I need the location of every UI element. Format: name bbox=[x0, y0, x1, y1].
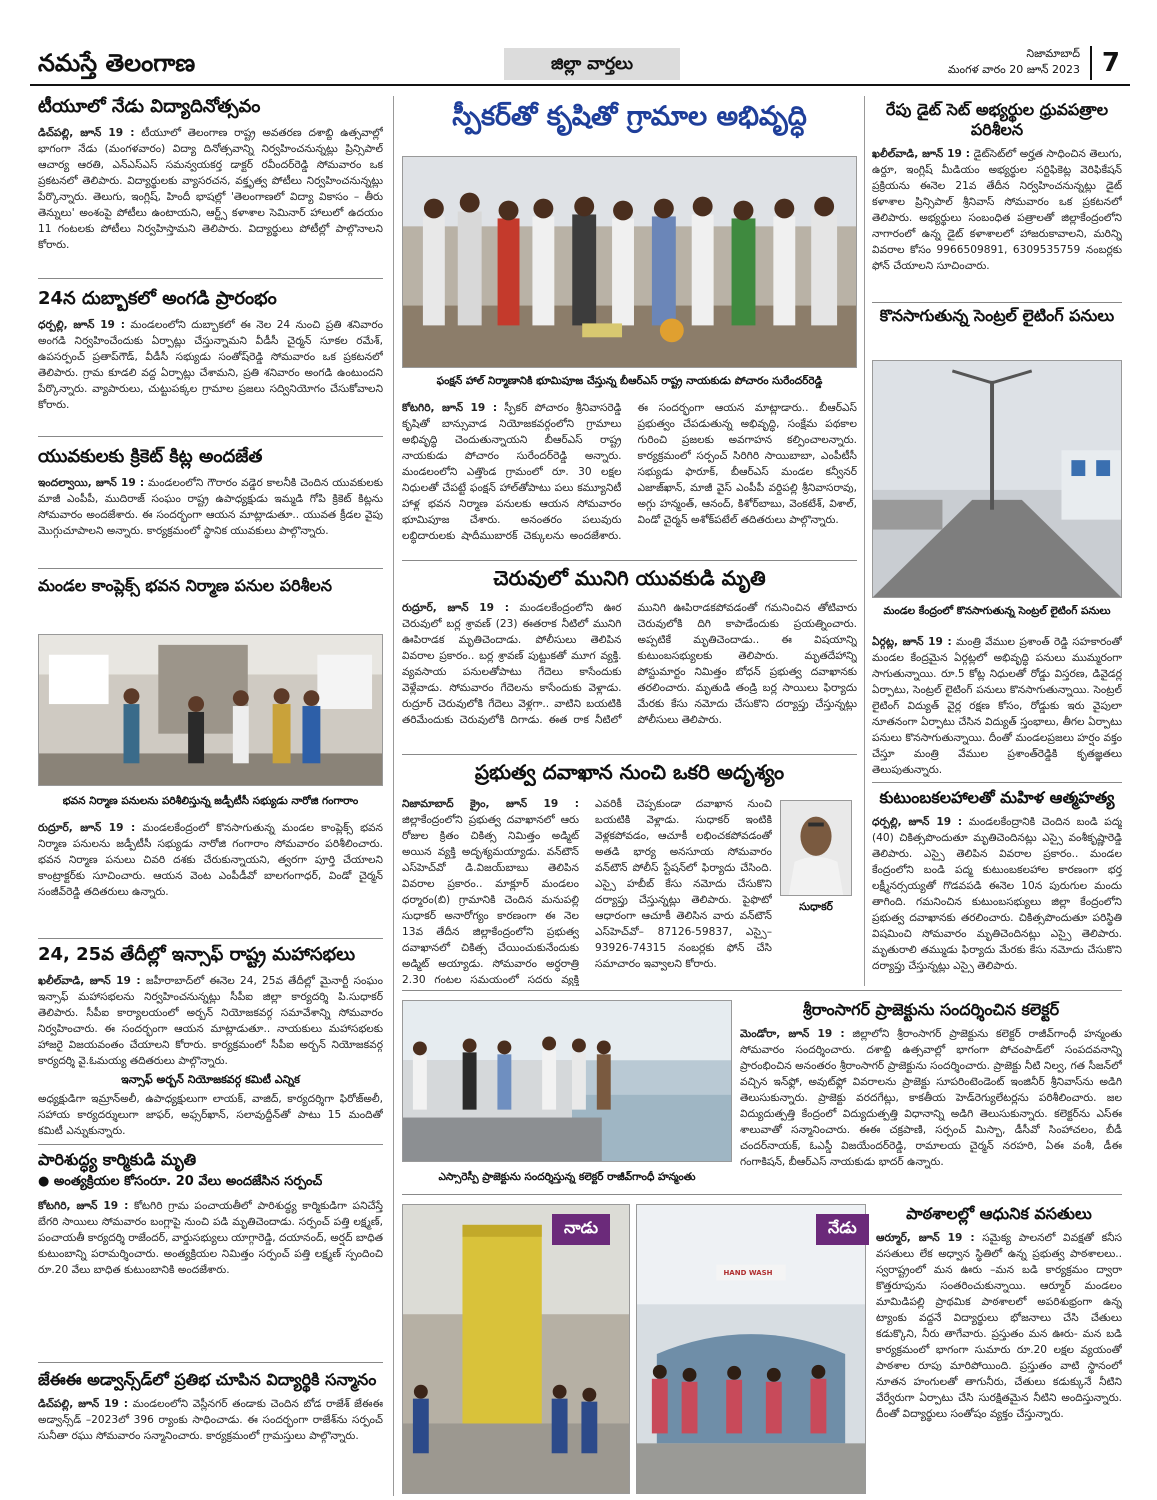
article-cricket-kits bbox=[38, 446, 383, 566]
headline: రేపు డైట్ సెట్ అభ్యర్థుల ధ్రువపత్రాల పరిశీలన bbox=[885, 100, 1109, 139]
paper-name: నమస్తే తెలంగాణ bbox=[38, 48, 196, 77]
photo-caption: ఎస్సారెస్పీ ప్రాజెక్టును సందర్శిస్తున్న కలెక్టర్ రాజీవ్‌గాంధీ హన్మంతు bbox=[438, 1171, 696, 1183]
section-label: జిల్లా వార్తలు bbox=[504, 48, 680, 80]
edition-city: నిజామాబాద్ bbox=[1026, 47, 1080, 60]
lead-headline-box bbox=[402, 100, 857, 152]
article-body bbox=[740, 1026, 1122, 1170]
headline: మండల కాంప్లెక్స్ భవన నిర్మాణ పనుల పరిశీలన bbox=[38, 576, 332, 595]
headline: పాఠశాలల్లో ఆధునిక వసతులు bbox=[906, 1204, 1092, 1223]
tag-before: నాడు bbox=[552, 1214, 610, 1245]
dateline: ఖలీల్‌వాడి, జూన్ 19 : bbox=[872, 148, 971, 160]
article-lake-drowning bbox=[402, 600, 857, 750]
headline-box bbox=[402, 566, 857, 600]
lead-article-body bbox=[402, 400, 857, 544]
article-body bbox=[38, 973, 383, 1069]
dateline: డిచ్‌పల్లి, జూన్ 19 : bbox=[38, 126, 135, 139]
article-text: మండలకేంద్రంలో కొనసాగుతున్న మండల కాంప్లెక్స్ భవన నిర్మాణ పనులను జడ్పీటీసీ సభ్యుడు నారోజి గంగారాం సోమవారం పరిశీలించారు. భవన నిర్మాణ పనులు చివరి దశకు చేరుకున్నాయని, త్వరగా పూర్తి చేయాలని కాంట్రాక్టర్‌కు సూచించారు. ఆయన వెంట ఎంపీడీవో బాలగంగాధర్, విండో చైర్మన్ సంజీవ్‌రెడ్డి తదితరులు ఉన్నారు. bbox=[38, 822, 383, 898]
photo-complex-inspection bbox=[38, 634, 383, 786]
divider bbox=[38, 568, 383, 569]
article-text: మండలకేంద్రానికి చెందిన బండి పద్మ (40) చికిత్సపొందుతూ మృతిచెందినట్లు ఎస్సై వంశీకృష్ణారెడ్డి తెలిపారు. ఎస్సై తెలిపిన వివరాల ప్రకారం.. మండల కేంద్రంలోని బండి పద్మ కుటుంబకలహాల కారణంగా భర్త లక్ష్మీనర్సయ్యతో గొడవపడి ఈనెల 10న పురుగుల మందు తాగింది. గమనించిన కుటుంబసభ్యులు జిల్లా కేంద్రంలోని ప్రభుత్వ దవాఖానకు తరలించారు. చికిత్సపొందుతూ పరిస్థితి విషమించి సోమవారం మృతిచెందినట్లు ఎస్సై తెలిపారు. మృతురాలి తమ్ముడు ఫిర్యాదు మేరకు కేసు నమోదు చేసుకొని దర్యాప్తు చేస్తున్నట్లు ఎస్సై తెలిపారు. bbox=[872, 816, 1122, 972]
dateline: డిచ్‌పల్లి, జూన్ 19 : bbox=[38, 1398, 129, 1410]
article-missing-person bbox=[402, 796, 772, 986]
hand-wash-sign: HAND WASH bbox=[723, 1269, 773, 1277]
divider bbox=[402, 754, 857, 755]
article-body bbox=[402, 796, 772, 986]
divider bbox=[38, 938, 383, 939]
photo-central-lighting bbox=[872, 360, 1122, 598]
article-body bbox=[38, 1198, 383, 1278]
article-body bbox=[872, 146, 1122, 274]
dateline: రుద్రూర్, జూన్ 19 : bbox=[38, 822, 136, 834]
article-dietcet-verification bbox=[872, 100, 1122, 300]
headline: 24న దుబ్బాకలో అంగడి ప్రారంభం bbox=[38, 288, 277, 309]
divider bbox=[402, 990, 1122, 991]
article-body bbox=[38, 475, 383, 539]
bullet-text: అంత్యక్రియల కోసంరూ. 20 వేలు అందజేసిన సర్పంచ్ bbox=[53, 1174, 323, 1189]
dateline: కోటగిరి, జూన్ 19 : bbox=[38, 1200, 129, 1212]
photo-caption: సుధాకర్ bbox=[799, 901, 833, 913]
article-text: జహీరాబాద్‌లో ఈనెల 24, 25వ తేదీల్లో మైనార్టీ సంఘం ఇన్సాఫ్ మహాసభలను నిర్వహించనున్నట్లు సీపీఐ జిల్లా కార్యదర్శి పి.సుధాకర్ తెలిపారు. సీపీఐ కార్యాలయంలో అర్బన్ నియోజకవర్గ సమావేశాన్ని సోమవారం నిర్వహించారు. ఈ సందర్భంగా ఆయన మాట్లాడుతూ.. నాయకులు మహాసభలకు హాజరై విజయవంతం చేయాలని కోరారు. కార్యక్రమంలో సీపీఐ అర్బన్ నియోజకవర్గ కార్యదర్శి వై.ఓమయ్య తదితరులు పాల్గొన్నారు. bbox=[38, 974, 383, 1067]
article-body bbox=[38, 820, 383, 900]
dateline: నిజామాబాద్ క్రైం, జూన్ 19 : bbox=[402, 798, 579, 810]
article-mandal-complex bbox=[38, 576, 383, 630]
headline-box bbox=[402, 760, 857, 794]
column-divider bbox=[864, 96, 865, 986]
headline-box bbox=[872, 306, 1122, 354]
edition-info bbox=[948, 46, 1080, 78]
article-jee-felicitation bbox=[38, 1370, 383, 1495]
headline: కుటుంబకలహాలతో మహిళ ఆత్మహత్య bbox=[879, 788, 1115, 807]
sub-headline: ఇన్సాఫ్ అర్బన్ నియోజకవర్గ కమిటీ ఎన్నిక bbox=[121, 1072, 300, 1086]
article-woman-suicide bbox=[872, 788, 1122, 986]
photo-caption: మండల కేంద్రంలో కొనసాగుతున్న సెంట్రల్ లైటింగ్ పనులు bbox=[883, 605, 1111, 617]
headline: కొనసాగుతున్న సెంట్రల్ లైటింగ్ పనులు bbox=[879, 306, 1115, 325]
divider bbox=[402, 560, 857, 561]
page-number: 7 bbox=[1090, 46, 1120, 80]
divider bbox=[872, 302, 1122, 303]
dateline: రుద్రూర్, జూన్ 19 : bbox=[402, 602, 510, 614]
divider bbox=[38, 436, 383, 437]
divider bbox=[38, 1362, 383, 1363]
divider bbox=[38, 278, 383, 279]
article-text: టీయూలో తెలంగాణ రాష్ట్ర అవతరణ దశాబ్ది ఉత్సవాల్లో భాగంగా నేడు (మంగళవారం) విద్యా దినోత్సవాన్ని నిర్వహించనున్నట్లు ప్రిన్సిపాల్ ఆచార్య ఆరతి, ఎన్‌ఎస్‌ఎస్ సమన్వయకర్త డాక్టర్ రవీందర్‌రెడ్డి సోమవారం ఒక ప్రకటనలో తెలిపారు. విద్యార్థులకు వ్యాసరచన, వక్తృత్వ పోటీలు నిర్వహించనున్నట్లు పేర్కొన్నారు. తెలుగు, ఇంగ్లిష్, హిందీ భాషల్లో 'తెలంగాణలో విద్యా వికాసం – తీరు తెన్నులు' అంశంపై పోటీలు ఉంటాయని, ఆర్ట్స్ కళాశాల సెమినార్ హాలులో ఉదయం 11 గంటలకు పోటీలు నిర్వహిస్తామని తెలిపారు. విద్యార్థులు పోటీల్లో పాల్గొనాలని కోరారు. bbox=[38, 126, 383, 251]
masthead bbox=[30, 44, 1130, 86]
divider bbox=[402, 1194, 1122, 1195]
article-text: మండలంలోని గౌరారం వడ్డెర కాలనీకి చెందిన యువకులకు మాజీ ఎంపీపీ, ముదిరాజ్ సంఘం రాష్ట్ర ఉపాధ్యక్షుడు ఇమ్మడి గోపి క్రికెట్ కిట్లను సోమవారం అందజేశారు. ఈ సందర్భంగా ఆయన మాట్లాడుతూ.. యువత క్రీడల వైపు మొగ్గుచూపాలని అన్నారు. కార్యక్రమంలో స్థానిక యువకులు పాల్గొన్నారు. bbox=[38, 476, 383, 537]
lead-photo-caption: ఫంక్షన్ హాల్ నిర్మాణానికి భూమిపూజ చేస్తున్న బీఆర్‌ఎస్ రాష్ట్ర నాయకుడు పోచారం సురేందర్‌రెడ్డి bbox=[436, 375, 823, 387]
article-central-lighting bbox=[872, 634, 1122, 780]
dateline: ధర్పల్లి, జూన్ 19 : bbox=[872, 816, 963, 828]
lead-headline: స్పీకర్‌తో కృషితో గ్రామాల అభివృద్ధి bbox=[452, 101, 807, 132]
article-body bbox=[402, 600, 857, 728]
article-text: సమైక్య పాలనలో వివక్షతో కనీస వసతులు లేక అధ్వాన స్థితిలో ఉన్న ప్రభుత్వ పాఠశాలలు.. స్వరాష్ట్రంలో మన ఊరు –మన బడి కార్యక్రమం ద్వారా కొత్తరూపును సంతరించుకున్నాయి. ఆర్మూర్ మండలం మామిడిపల్లి ప్రాథమిక పాఠశాలలో అపరిశుభ్రంగా ఉన్న ట్యాంకు వద్దనే విద్యార్థులు భోజనాలు చేసి చేతులు కడుక్కొని, నీరు తాగేవారు. ప్రస్తుతం మన ఊరు- మన బడి కార్యక్రమంలో భాగంగా సుమారు రూ.20 లక్షల వ్యయంతో పాఠశాల రూపు మారిపోయింది. ప్రస్తుతం వాటి స్థానంలో నూతన హంగులతో తాగునీరు, చేతులు కడుక్కునే నీటిని వేర్వేరుగా ఏర్పాటు చేసి సురక్షితమైన నీటిని అందిస్తున్నారు. దీంతో విద్యార్థులు సంతోషం వ్యక్తం చేస్తున్నారు. bbox=[876, 1232, 1122, 1420]
article-body bbox=[38, 125, 383, 253]
article-text: జిల్లాకేంద్రంలోని ప్రభుత్వ దవాఖానలో ఆరు రోజుల క్రితం చికిత్స నిమిత్తం అడ్మిట్ అయిన వ్యక్తి అదృశ్యమయ్యాడు. వన్‌టౌన్ ఎస్‌హెచ్‌వో డి.విజయ్‌బాబు తెలిపిన వివరాల ప్రకారం.. మాక్లూర్ మండలం ధర్మారం(బి) గ్రామానికి చెందిన మనుపల్లి సుధాకర్ అనారోగ్యం కారణంగా ఈ నెల 13వ తేదీన జిల్లాకేంద్రంలోని ప్రభుత్వ దవాఖానలో చికిత్స చేయించుకునేందుకు అడ్మిట్ అయ్యాడు. సోమవారం అర్ధరాత్రి 2.30 గంటల సమయంలో సదరు వ్యక్తి ఎవరికీ చెప్పకుండా దవాఖాన నుంచి బయటికి వెళ్లాడు. సుధాకర్ ఇంటికి వెళ్లకపోవడం, ఆచూకీ లభించకపోవడంతో అతడి భార్య అనసూయ సోమవారం వన్‌టౌన్ పోలీస్ స్టేషన్‌లో ఫిర్యాదు చేసింది. ఎస్సై హబీబ్ కేసు నమోదు చేసుకొని దర్యాప్తు చేస్తున్నట్లు తెలిపారు. పైఫొటో ఆధారంగా ఆచూకీ తెలిసిన వారు వన్‌టౌన్ ఎస్‌హెచ్‌వో– 87126-59837, ఎస్సై– 93926-74315 నంబర్లకు ఫోన్ చేసి సమాచారం ఇవ్వాలని కోరారు. bbox=[402, 798, 772, 986]
article-text: మండలంలోని దుబ్బాకలో ఈ నెల 24 నుంచి ప్రతి శనివారం అంగడి నిర్వహించేందుకు ఏర్పాట్లు చేస్తున్నామని వీడీసీ చైర్మన్ సూకల రమేశ్, ఉపసర్పంచ్ ప్రతాప్‌గౌడ్, వీడీసీ సభ్యుడు సంతోష్‌రెడ్డి సోమవారం ఒక ప్రకటనలో తెలిపారు. గ్రామ కూడలి వద్ద ఏర్పాట్లు చేశామని, ప్రతి శనివారం అంగడి ఉంటుందని పేర్కొన్నారు. వ్యాపారులు, చుట్టుపక్కల గ్రామాల ప్రజలు సద్వినియోగం చేసుకోవాలని కోరారు. bbox=[38, 318, 383, 411]
dateline: కోటగిరి, జూన్ 19 : bbox=[402, 402, 498, 414]
article-tu-education-day bbox=[38, 96, 383, 276]
dateline: ఇందల్వాయి, జూన్ 19 : bbox=[38, 476, 145, 489]
article-mandal-complex-body bbox=[38, 814, 383, 938]
photo-sudhakar bbox=[780, 800, 852, 896]
headline: ప్రభుత్వ దవాఖాన నుంచి ఒకరి అదృశ్యం bbox=[474, 760, 785, 784]
headline: టీయూలో నేడు విద్యాదినోత్సవం bbox=[38, 96, 261, 117]
article-dubbaka-market bbox=[38, 288, 383, 434]
photo-bhoomi-puja bbox=[402, 156, 857, 368]
article-body bbox=[876, 1230, 1122, 1422]
article-text: మండలంలోని వెస్లీనగర్ తండాకు చెందిన బోడ రాజేశ్ జేఈఈ అడ్వాన్స్‌డ్ –2023లో 396 ర్యాంకు సాధించాడు. ఈ సందర్భంగా రాజేశ్‌ను సర్పంచ్ సునీతా రఘు సోమవారం సన్మానించారు. కార్యక్రమంలో గ్రామస్తులు పాల్గొన్నారు. bbox=[38, 1398, 383, 1442]
headline: శ్రీరాంసాగర్ ప్రాజెక్టును సందర్శించిన కలెక్టర్ bbox=[802, 1000, 1060, 1019]
article-body bbox=[872, 814, 1122, 974]
headline: యువకులకు క్రికెట్ కిట్ల అందజేత bbox=[38, 446, 263, 467]
photo-srsp-visit bbox=[402, 1000, 732, 1162]
dateline: మెండోరా, జూన్ 19 : bbox=[740, 1028, 845, 1040]
headline: 24, 25వ తేదీల్లో ఇన్సాఫ్ రాష్ట్ర మహాసభలు bbox=[38, 944, 356, 965]
article-text: జిల్లాలోని శ్రీరాంసాగర్ ప్రాజెక్టును కలెక్టర్ రాజీవ్‌గాంధీ హన్మంతు సోమవారం సందర్శించారు. దశాబ్ది ఉత్సవాల్లో భాగంగా పోచంపాడ్‌లో సంపదవనాన్ని ప్రారంభించిన అనంతరం శ్రీరాంసాగర్ ప్రాజెక్టును సందర్శించారు. ప్రాజెక్టు నీటి నిల్వ, గత సీజన్‌లో వచ్చిన ఇన్‌ఫ్లో, అవుట్‌ఫ్లో వివరాలను ప్రాజెక్టు సూపరింటెండెంట్ ఇంజినీర్ శ్రీనివాస్‌ను అడిగి తెలుసుకున్నారు. ప్రాజెక్టు వరదగేట్లు, కాకతీయ హెడ్‌రెగ్యులేటర్లను పరిశీలించారు. జల విద్యుదుత్పత్తి కేంద్రంలో విద్యుదుత్పత్తి విధానాన్ని అడిగి తెలుసుకున్నారు. కలెక్టర్‌ను ఎస్‌ఈ శాలువాతో సన్మానించారు. ఈఈ చక్రపాణి, సర్పంచ్ మిస్బా, డీసీవో సింహాచలం, బీడీ చందర్‌నాయక్, ఓఎస్డీ విజయేందర్‌రెడ్డి, రామాలయ చైర్మన్ నరహరి, ఏఈ వంశీ, డీఈ గంగాకిషన్, బీఆర్‌ఎస్ నాయకుడు భాదర్ ఉన్నారు. bbox=[740, 1028, 1122, 1168]
headline: చెరువులో మునిగి యువకుడి మృతి bbox=[493, 566, 766, 590]
bullet-subhead: ● అంత్యక్రియల కోసంరూ. 20 వేలు అందజేసిన సర్పంచ్ bbox=[38, 1174, 323, 1189]
photo-school-before bbox=[402, 1204, 630, 1494]
masthead-rule bbox=[30, 84, 1130, 86]
headline: పారిశుద్ధ్య కార్మికుడి మృతి bbox=[38, 1150, 197, 1169]
article-text: డైట్‌సెట్‌లో అర్హత సాధించిన తెలుగు, ఉర్దూ, ఇంగ్లిష్ మీడియం అభ్యర్థుల సర్టిఫికెట్ల వెరిఫికేషన్ ప్రక్రియను ఈనెల 21వ తేదీన నిర్వహించనున్నట్లు డైట్ కళాశాల ప్రిన్సిపాల్ శ్రీనివాస్ సోమవారం ఒక ప్రకటనలో తెలిపారు. అభ్యర్థులు సంబంధిత పత్రాలతో జిల్లాకేంద్రంలోని నాగారంలో ఉన్న డైట్ కళాశాలలో హాజరుకావాలని, మరిన్ని వివరాల కోసం 9966509891, 6309535759 నంబర్లకు ఫోన్ చేయాలని సూచించారు. bbox=[872, 148, 1122, 272]
headline: జేఈఈ అడ్వాన్స్‌డ్‌లో ప్రతిభ చూపిన విద్యార్థికి సన్మానం bbox=[38, 1370, 377, 1389]
divider bbox=[872, 782, 1122, 783]
dateline: ఆర్మూర్, జూన్ 19 : bbox=[876, 1232, 975, 1244]
article-text: స్పీకర్ పోచారం శ్రీనివాసరెడ్డి కృషితో బాన్సువాడ నియోజకవర్గంలోని గ్రామాలు అభివృద్ధి చెందుతున్నాయని బీఆర్‌ఎస్ రాష్ట్ర నాయకుడు పోచారం సురేందర్‌రెడ్డి అన్నారు. మండలంలోని ఎత్తొండ గ్రామంలో రూ. 30 లక్షల నిధులతో చేపట్టే ఫంక్షన్ హాల్‌తోపాటు పలు కమ్యూనిటీ హాళ్ల భవన నిర్మాణ పనులకు ఆయన సోమవారం భూమిపూజ చేశారు. అనంతరం పలువురు లబ్ధిదారులకు షాదీముబారక్ చెక్కులను అందజేశారు. ఈ సందర్భంగా ఆయన మాట్లాడారు.. బీఆర్‌ఎస్ ప్రభుత్వం చేపడుతున్న అభివృద్ధి, సంక్షేమ పథకాల గురించి ప్రజలకు అవగాహన కల్పించాలన్నారు. కార్యక్రమంలో సర్పంచ్ సిరిగిరి సాయిబాబా, ఎంపీటీసీ సభ్యుడు ఫారూక్, బీఆర్‌ఎస్ మండల కన్వీనర్ ఎజాజ్‌ఖాన్, మాజీ వైస్ ఎంపీపీ వర్దిపల్లి శ్రీనివాసరావు, అగ్గు హన్మంత్, ఆనంద్, కిశోర్‌బాబు, వెంకటేశ్, విశాల్, విండో చైర్మన్ అశోక్‌పటేల్ తదితరులు పాల్గొన్నారు. bbox=[402, 402, 857, 542]
article-srsp-collector bbox=[740, 1000, 1122, 1186]
article-body bbox=[38, 1396, 383, 1444]
dateline: ధర్పల్లి, జూన్ 19 : bbox=[38, 318, 125, 331]
article-body bbox=[38, 317, 383, 413]
photo-school-after bbox=[636, 1204, 866, 1494]
edition-date: మంగళ వారం 20 జూన్ 2023 bbox=[947, 63, 1080, 76]
dateline: ఖలీల్‌వాడి, జూన్ 19 : bbox=[38, 974, 141, 987]
article-body bbox=[872, 634, 1122, 778]
article-insaf-meet bbox=[38, 944, 383, 1144]
dateline: ఏర్గట్ల, జూన్ 19 : bbox=[872, 636, 952, 648]
article-body-2: అధ్యక్షుడిగా ఇమ్రాన్‌అలీ, ఉపాధ్యక్షులుగా లాయక్, వాజిద్, కార్యదర్శిగా ఫిరోజ్‌అలీ, సహాయ కార్యదర్శులుగా జాఫర్, అఫ్సర్‌ఖాన్, సలావుద్దీన్‌తో పాటు 15 మందితో కమిటీ ఎన్నుకున్నారు. bbox=[38, 1092, 383, 1137]
article-sanitation-worker bbox=[38, 1150, 383, 1360]
article-school-facilities bbox=[876, 1204, 1122, 1496]
divider bbox=[38, 1144, 383, 1145]
column-divider bbox=[393, 96, 394, 1496]
photo-caption: భవన నిర్మాణ పనులను పరిశీలిస్తున్న జడ్పీటీసీ సభ్యుడు నారోజి గంగారాం bbox=[62, 795, 359, 807]
tag-after: నేడు bbox=[816, 1214, 869, 1245]
article-text: మండలకేంద్రంలోని ఊర చెరువులో బర్ల శ్రావణ్ (23) ఈతరాక నీటిలో మునిగి ఊపిరాడక మృతిచెందాడు. పోలీసులు తెలిపిన వివరాల ప్రకారం.. బర్ల శ్రావణ్ పుట్టుకతో మూగ వ్యక్తి. వ్యవసాయ పనులతోపాటు గేదెలు కాసేందుకు వెళ్లేవాడు. సోమవారం గేదెలను కాసేందుకు వెళ్లాడు. రుద్రూర్ చెరువులోకి గేదెలు వెళ్లగా.. వాటిని బయటికి తరిమేందుకు చెరువులోకి దిగాడు. ఈత రాక నీటిలో మునిగి ఊపిరాడకపోవడంతో గమనించిన తోటివారు చెరువులోకి దిగి కాపాడేందుకు ప్రయత్నించారు. అప్పటికే మృతిచెందాడు.. ఈ విషయాన్ని కుటుంబసభ్యులకు తెలిపారు. మృతదేహాన్ని పోస్టుమార్టం నిమిత్తం బోధన్ ప్రభుత్వ దవాఖానకు తరలించారు. మృతుడి తండ్రి బర్ల సాయిలు ఫిర్యాదు మేరకు కేసు నమోదు చేసుకొని దర్యాప్తు చేస్తున్నట్లు పోలీసులు తెలిపారు. bbox=[402, 602, 857, 726]
article-text: మంత్రి వేముల ప్రశాంత్ రెడ్డి సహకారంతో మండల కేంద్రమైన ఏర్గట్లలో అభివృద్ధి పనులు ముమ్మరంగా సాగుతున్నాయి. రూ.5 కోట్ల నిధులతో రోడ్డు విస్తరణ, డివైడర్ల ఏర్పాటు, సెంట్రల్ లైటింగ్ పనులు కొనసాగుతున్నాయి. సెంట్రల్ లైటింగ్ విద్యుత్ వైర్ల రక్షణ కోసం, రోడ్డుకు ఇరు వైపులా నూతనంగా ఏర్పాటు చేసిన విద్యుత్ స్తంభాలు, తీగల ఏర్పాటు పనులు కొనసాగుతున్నాయి. దీంతో మండలప్రజలు హర్షం వక్తం చేస్తూ మంత్రి వేముల ప్రశాంత్‌రెడ్డికి కృతజ్ఞతలు తెలుపుతున్నారు. bbox=[872, 636, 1122, 776]
article-text: కోటగిరి గ్రామ పంచాయతీలో పారిశుద్ధ్య కార్మికుడిగా పనిచేస్తే బేగరి సాయిలు సోమవారం బంగ్లాపై నుంచి పడి మృతిచెందాడు. సర్పంచ్ పత్తి లక్ష్మణ్, పంచాయతీ కార్యదర్శి రాజేందర్, వార్డుసభ్యులు యాగ్గారెడ్డి, దయానంద్, అర్షద్ బాధిత కుటుంబాన్ని పరామర్శించారు. అంత్యక్రియల నిమిత్తం సర్పంచ్ పత్తి లక్ష్మణ్ స్పందించి రూ.20 వేలు బాధిత కుటుంబానికి అందజేశారు. bbox=[38, 1200, 383, 1276]
lead-article bbox=[402, 400, 857, 560]
